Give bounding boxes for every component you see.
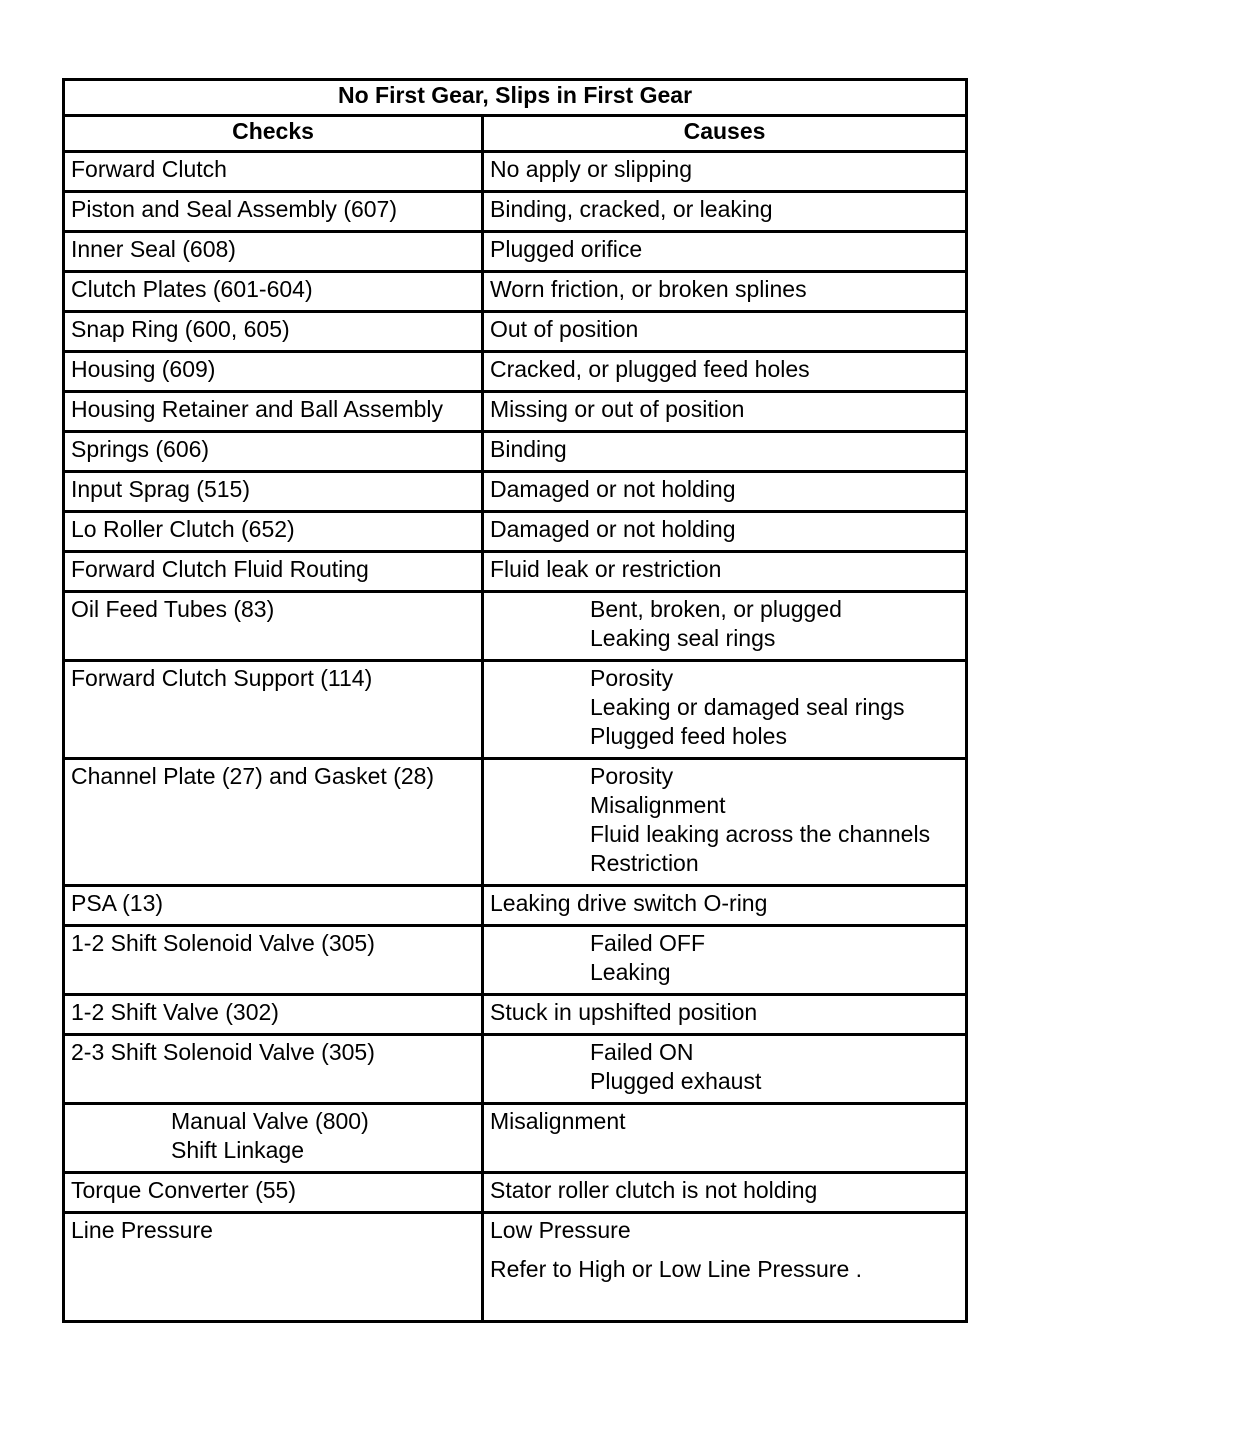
cause-cell [483,995,967,1035]
check-text: Snap Ring (600, 605) [71,316,290,342]
check-cell [64,152,483,192]
cause-text: Plugged exhaust [590,1068,762,1094]
check-cell [64,995,483,1035]
check-text: Piston and Seal Assembly (607) [71,196,398,222]
table-row [64,1035,967,1104]
check-cell [64,661,483,759]
check-text: Shift Linkage [171,1137,304,1163]
cause-text: Low Pressure [490,1217,631,1243]
table-row [64,592,967,661]
cause-text: Worn friction, or broken splines [490,276,807,302]
check-cell [64,432,483,472]
cause-text: Binding [490,436,567,462]
cause-text: Misalignment [590,792,726,818]
table-row [64,995,967,1035]
cause-text: Failed OFF [590,930,706,956]
diagnosis-sheet [62,78,968,1323]
cause-cell [483,1173,967,1213]
spacer [490,1245,959,1255]
cause-cell [483,352,967,392]
check-cell [64,759,483,886]
check-cell [64,272,483,312]
cause-text: Fluid leaking across the channels [590,821,931,847]
check-text: Housing Retainer and Ball Assembly [71,396,444,422]
check-cell [64,1173,483,1213]
check-cell [64,192,483,232]
cause-text: Binding, cracked, or leaking [490,196,773,222]
cause-text: Leaking drive switch O-ring [490,890,768,916]
cause-cell [483,1035,967,1104]
check-text: Channel Plate (27) and Gasket (28) [71,763,435,789]
causes-header: Causes [483,116,967,152]
table-row [64,512,967,552]
table-row [64,661,967,759]
cause-text: Leaking or damaged seal rings [590,694,905,720]
check-cell [64,392,483,432]
check-cell [64,352,483,392]
cause-cell [483,886,967,926]
cause-cell [483,661,967,759]
table-row [64,552,967,592]
check-text: Lo Roller Clutch (652) [71,516,295,542]
check-text: Inner Seal (608) [71,236,236,262]
check-cell [64,552,483,592]
cause-text: Bent, broken, or plugged [590,596,842,622]
check-text: Torque Converter (55) [71,1177,296,1203]
check-text: 2-3 Shift Solenoid Valve (305) [71,1039,375,1065]
check-cell [64,232,483,272]
table-row [64,926,967,995]
cause-text: Misalignment [490,1108,626,1134]
check-cell [64,1213,483,1322]
table-row [64,1213,967,1322]
cause-text: Out of position [490,316,639,342]
cause-cell [483,759,967,886]
table-row [64,192,967,232]
cause-text: Plugged feed holes [590,723,787,749]
check-text: Forward Clutch Support (114) [71,665,373,691]
cause-text: Restriction [590,850,699,876]
cause-cell [483,472,967,512]
check-text: 1-2 Shift Solenoid Valve (305) [71,930,375,956]
cause-text: Damaged or not holding [490,476,736,502]
check-text: Forward Clutch [71,156,227,182]
check-text: Forward Clutch Fluid Routing [71,556,369,582]
cause-cell [483,926,967,995]
table-row [64,886,967,926]
cause-cell [483,592,967,661]
cause-cell [483,552,967,592]
check-text: Manual Valve (800) [171,1108,369,1134]
diagnosis-table [62,78,968,1323]
cause-text: Porosity [590,763,674,789]
cause-text: Porosity [590,665,674,691]
check-text: PSA (13) [71,890,164,916]
check-cell [64,592,483,661]
cause-cell [483,1104,967,1173]
check-cell [64,1035,483,1104]
cause-text: Stator roller clutch is not holding [490,1177,818,1203]
cause-cell [483,152,967,192]
check-text: Input Sprag (515) [71,476,251,502]
cause-cell [483,432,967,472]
cause-cell [483,512,967,552]
table-row [64,312,967,352]
table-title: No First Gear, Slips in First Gear [64,80,967,116]
check-text: Oil Feed Tubes (83) [71,596,275,622]
cause-text: Missing or out of position [490,396,745,422]
checks-header: Checks [64,116,483,152]
cause-text: Leaking seal rings [590,625,776,651]
check-cell [64,472,483,512]
cause-text: No apply or slipping [490,156,693,182]
header-row [64,116,967,152]
check-cell [64,886,483,926]
table-row [64,432,967,472]
cause-cell [483,1213,967,1322]
table-row [64,392,967,432]
cause-cell [483,232,967,272]
table-row [64,1173,967,1213]
check-cell [64,1104,483,1173]
cause-text: Plugged orifice [490,236,643,262]
check-text: Housing (609) [71,356,216,382]
cause-text: Failed ON [590,1039,694,1065]
cause-text: Fluid leak or restriction [490,556,722,582]
table-row [64,759,967,886]
cause-cell [483,312,967,352]
check-text: 1-2 Shift Valve (302) [71,999,279,1025]
table-row [64,1104,967,1173]
cause-text: Stuck in upshifted position [490,999,758,1025]
check-cell [64,512,483,552]
table-row [64,472,967,512]
cause-text: Refer to High or Low Line Pressure . [490,1256,863,1282]
title-row [64,80,967,116]
check-cell [64,926,483,995]
table-row [64,272,967,312]
cause-cell [483,392,967,432]
cause-cell [483,272,967,312]
check-text: Line Pressure [71,1217,213,1243]
cause-text: Cracked, or plugged feed holes [490,356,810,382]
check-text: Springs (606) [71,436,210,462]
table-row [64,232,967,272]
table-row [64,352,967,392]
table-row [64,152,967,192]
check-cell [64,312,483,352]
cause-text: Leaking [590,959,671,985]
cause-text: Damaged or not holding [490,516,736,542]
check-text: Clutch Plates (601-604) [71,276,313,302]
cause-cell [483,192,967,232]
